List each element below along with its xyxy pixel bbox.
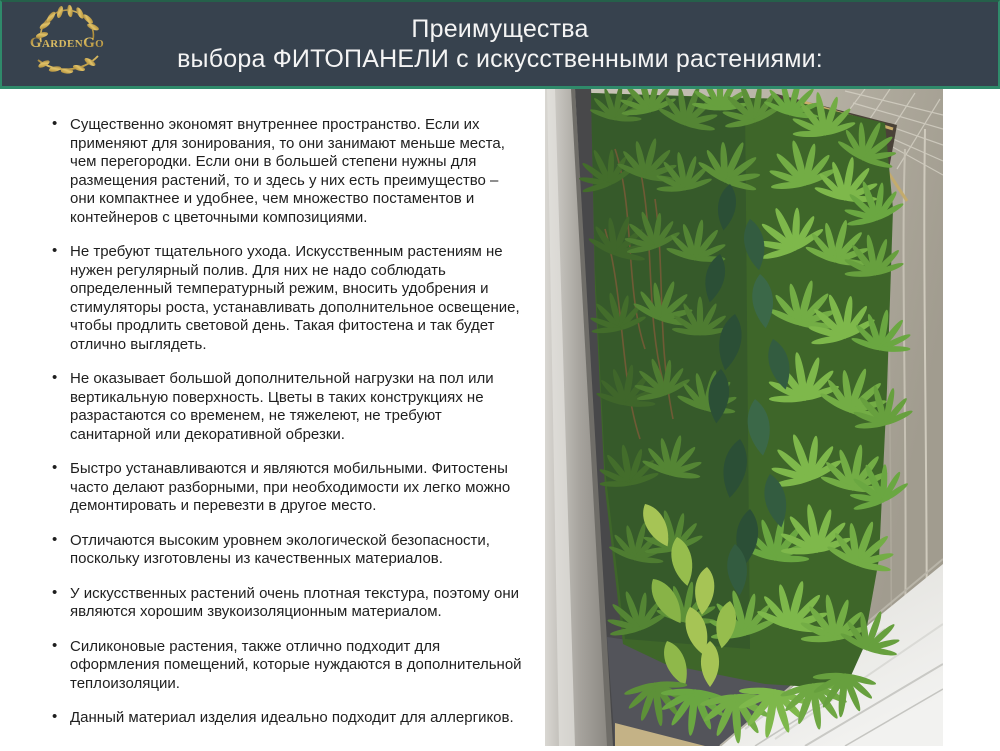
header-band <box>0 0 1000 89</box>
bullet-item: • Не требуют тщательного ухода. Искусственным растениям не нужен регулярный полив. Для них не надо соблюдать определенный температурный режим, вносить удобрения и стимуляторы роста, устанавливать дополнительное освещение, чтобы продлить световой день. Такая фитостена и так будет отлично выглядеть. <box>45 243 523 354</box>
bullet-item: • Данный материал изделия идеально подходит для аллергиков. <box>45 709 523 728</box>
bullet-item: • У искусственных растений очень плотная текстура, поэтому они являются хорошим звукоизоляционным материалом. <box>45 585 523 622</box>
phytopanel-photo <box>545 89 943 746</box>
bullet-item: • Силиконовые растения, также отлично подходит для оформления помещений, которые нуждаются в дополнительной теплоизоляции. <box>45 638 523 694</box>
bullet-item: • Отличаются высоким уровнем экологической безопасности, поскольку изготовлены из качественных материалов. <box>45 532 523 569</box>
bullet-item: • Существенно экономят внутреннее пространство. Если их применяют для зонирования, то они занимают меньше места, чем перегородки. Если они в большей степени нужны для размещения растений, то и здесь у них есть преимущество – они компактнее и удобнее, чем множество постаментов и контейнеров с цветочными композициями. <box>45 116 523 227</box>
logo-brand-text: GardenGo <box>29 35 105 51</box>
bullet-item: • Быстро устанавливаются и являются мобильными. Фитостены часто делают разборными, при необходимости их легко можно демонтировать и перевезти в другое место. <box>45 460 523 516</box>
slide-title-line1: Преимущества <box>411 15 589 43</box>
slide-title-line2: выбора ФИТОПАНЕЛИ с искусственными растениями: <box>177 45 823 73</box>
advantages-bullet-list <box>45 116 523 744</box>
slide-title <box>2 14 998 74</box>
green-wall-image <box>545 89 943 746</box>
bullet-item: • Не оказывает большой дополнительной нагрузки на пол или вертикальную поверхность. Цветы в таких конструкциях не разрастаются со временем, не тяжелеют, не требуют санитарной или декоративной обрезки. <box>45 370 523 444</box>
